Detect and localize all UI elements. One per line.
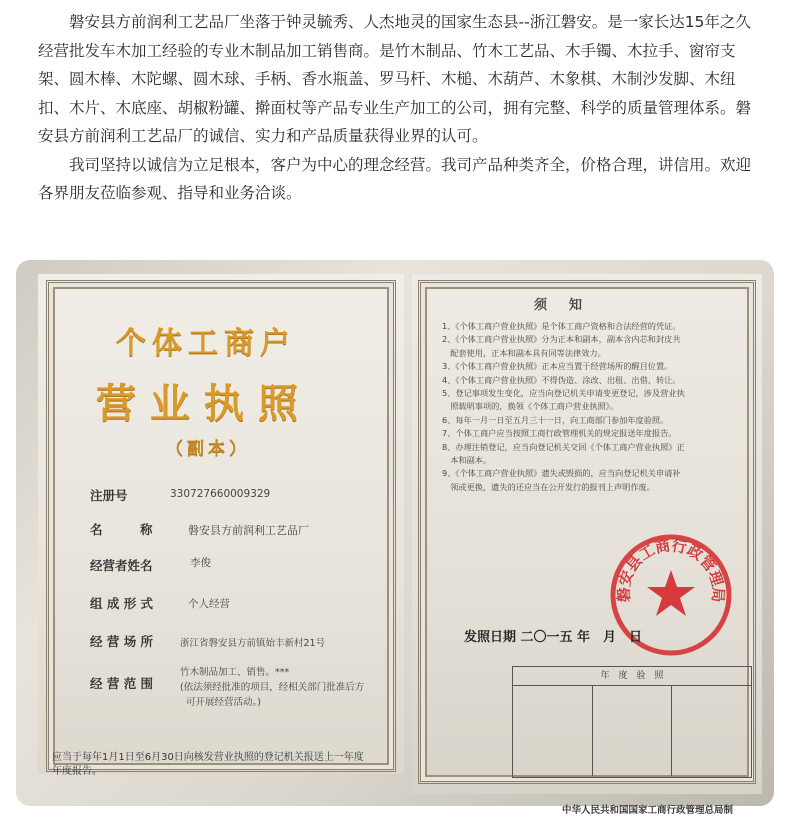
reg-no-value: 330727660009329 (170, 488, 271, 500)
notice-item: 本和副本。 (442, 455, 492, 466)
notice-item: 7、个体工商户应当按照工商行政管理机关的规定报送年度报告。 (442, 428, 677, 439)
notice-item: 4、《个体工商户营业执照》不得伪造、涂改、出租、出借、转让。 (442, 374, 681, 385)
license-title-line1: 个体工商户 (116, 326, 296, 361)
reg-no-label: 注册号 (90, 488, 128, 503)
annual-report-notice-2: 年度报告。 (52, 766, 102, 777)
operator-value: 李俊 (190, 557, 211, 569)
license-title-line2: 营业执照 (96, 380, 312, 427)
notice-item: 6、每年一月一日至五月三十一日，向工商部门参加年度验照。 (442, 414, 669, 425)
inspection-cell (672, 686, 751, 776)
license-right-page (412, 274, 762, 816)
notice-item: 配套使用，正本和副本具有同等法律效力。 (442, 347, 606, 358)
notice-list (442, 320, 742, 494)
notice-item: 照载明事项的，换领《个体工商户营业执照》。 (442, 401, 619, 412)
place-value: 浙江省磐安县方前镇始丰新村21号 (180, 638, 326, 649)
notice-item: 9、《个体工商户营业执照》遗失或毁损的，应当向登记机关申请补 (442, 468, 681, 479)
notice-item: 领或更换，遗失的还应当在公开发行的报刊上声明作废。 (442, 481, 655, 492)
annual-inspection-header: 年 度 验 照 (513, 667, 751, 686)
scope-label: 经 营 范 围 (90, 676, 154, 691)
notice-title: 须知 (534, 298, 605, 313)
name-value: 磐安县方前润利工艺品厂 (188, 524, 309, 537)
annual-report-notice: 应当于每年1月1日至6月30日向核发营业执照的登记机关报送上一年度 (52, 752, 364, 763)
license-photo (16, 260, 774, 816)
intro-paragraph-1: 磐安县方前润利工艺品厂坐落于钟灵毓秀、人杰地灵的国家生态县--浙江磐安。是一家长达15年之久经营批发车木加工经验的专业木制品加工销售商。是竹木制品、竹木工艺品、木手镯、木拉手、窗帘支架、圆木棒、木陀螺、圆木球、手柄、香水瓶盖、罗马杆、木槌、木葫芦、木象棋、木制沙发脚、木纽扣、木片、木底座、胡椒粉罐、擀面杖等产品专业生产加工的公司，拥有完整、科学的质量管理体系。磐安县方前润利工艺品厂的诚信、实力和产品质量获得业界的认可。 (38, 13, 752, 145)
notice-item: 5、登记事项发生变化，应当向登记机关申请变更登记，涉及营业执 (442, 388, 685, 399)
place-label: 经 营 场 所 (90, 634, 154, 649)
inspection-cell (593, 686, 673, 776)
issuer-text: 中华人民共和国国家工商行政管理总局制 (562, 805, 734, 816)
form-value: 个人经营 (188, 598, 230, 610)
scope-value-2: (依法须经批准的项目，经相关部门批准后方 (180, 682, 365, 693)
annual-inspection-table (512, 666, 752, 778)
license-subtitle: （副本） (166, 439, 250, 459)
intro-text (38, 8, 753, 208)
notice-item: 3、《个体工商户营业执照》正本应当置于经营场所的醒目位置。 (442, 361, 673, 372)
license-left-page (38, 274, 404, 777)
notice-item: 8、办理注销登记，应当向登记机关交回《个体工商户营业执照》正 (442, 441, 685, 452)
inspection-cell (513, 686, 593, 776)
operator-label: 经营者姓名 (90, 558, 153, 573)
scope-value-1: 竹木制品加工、销售。*** (180, 667, 290, 678)
form-label: 组 成 形 式 (90, 596, 154, 611)
intro-paragraph-2: 我司坚持以诚信为立足根本，客户为中心的理念经营。我司产品种类齐全，价格合理，讲信用。欢迎各界朋友莅临参观、指导和业务洽谈。 (38, 155, 752, 202)
scope-value-3: 可开展经营活动。) (186, 697, 261, 708)
notice-item: 2、《个体工商户营业执照》分为正本和副本，副本含内芯和封皮共 (442, 334, 681, 345)
issue-date: 发照日期 二〇一五 年 月 日 (464, 630, 643, 645)
name-label: 名 称 (90, 522, 153, 537)
notice-item: 1、《个体工商户营业执照》是个体工商户资格和合法经营的凭证。 (442, 321, 681, 331)
seal-text: 磐安县工商行政管理局 (614, 536, 728, 603)
